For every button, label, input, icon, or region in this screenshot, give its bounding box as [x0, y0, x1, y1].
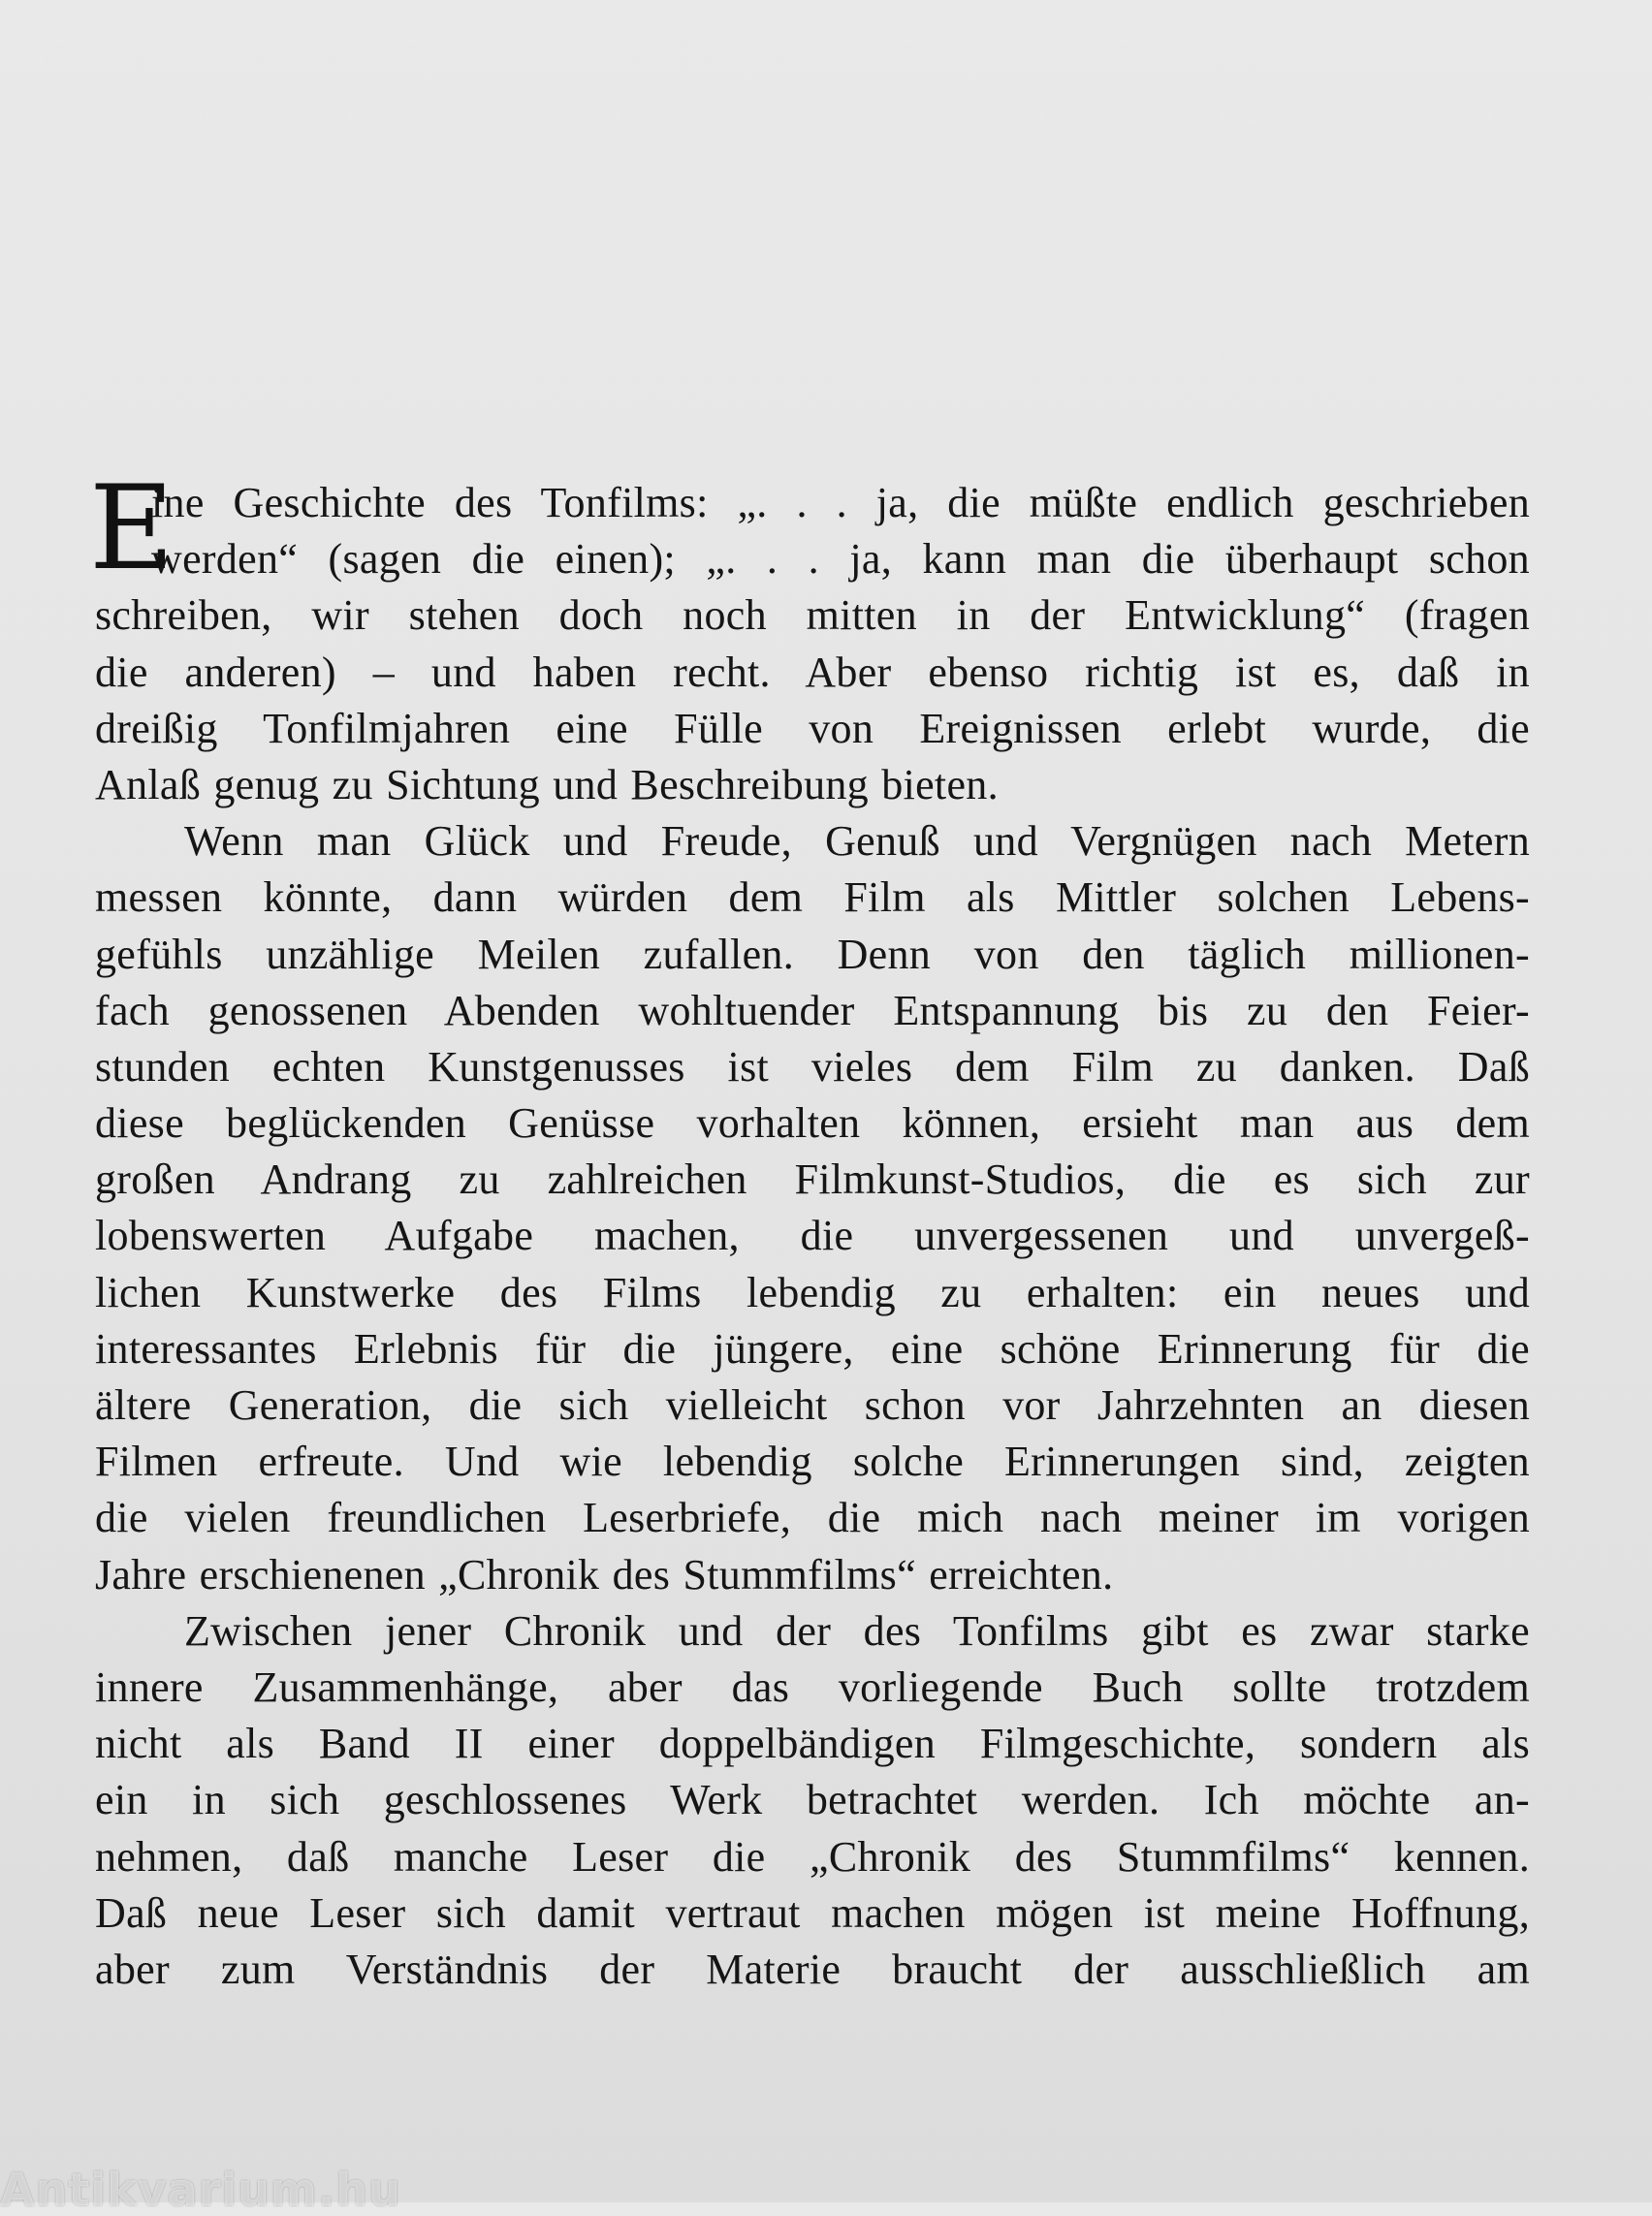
text-line — [95, 757, 1530, 813]
text-line — [95, 1547, 1530, 1603]
text-line — [95, 1660, 1530, 1716]
text-line — [95, 587, 1530, 644]
text-line-content: schreiben, wir stehen doch noch mitten in der Entwicklung“ (fragen — [95, 591, 1530, 640]
text-line — [95, 927, 1530, 983]
text-line — [95, 1603, 1530, 1660]
text-line — [95, 1829, 1530, 1885]
text-line — [95, 1942, 1530, 1998]
text-line — [95, 1490, 1530, 1546]
text-line — [95, 983, 1530, 1039]
text-line — [95, 645, 1530, 701]
text-line-content: Zwischen jener Chronik und der des Tonfilms gibt es zwar starke — [184, 1606, 1530, 1655]
text-line-content: ein in sich geschlossenes Werk betrachtet werden. Ich möchte an- — [95, 1776, 1530, 1824]
text-line-content: gefühls unzählige Meilen zufallen. Denn von den täglich millionen- — [95, 930, 1530, 978]
text-line-content: die vielen freundlichen Leserbriefe, die mich nach meiner im vorigen — [95, 1494, 1530, 1542]
text-line-content: nicht als Band II einer doppelbändigen Filmgeschichte, sondern als — [95, 1720, 1530, 1768]
text-line — [95, 870, 1530, 926]
text-line — [95, 1321, 1530, 1377]
text-line-content: ine Geschichte des Tonfilms: „. . . ja, die müßte endlich geschrieben — [151, 479, 1530, 526]
text-line — [95, 531, 1530, 587]
text-line-content: ältere Generation, die sich vielleicht schon vor Jahrzehnten an diesen — [95, 1381, 1530, 1429]
text-line-content: diese beglückenden Genüsse vorhalten können, ersieht man aus dem — [95, 1099, 1530, 1148]
text-line — [95, 1377, 1530, 1434]
text-line — [95, 1716, 1530, 1772]
text-line-content: aber zum Verständnis der Materie braucht der ausschließlich am — [95, 1945, 1530, 1993]
text-line-content: interessantes Erlebnis für die jüngere, eine schöne Erinnerung für die — [95, 1324, 1530, 1373]
text-line-content: fach genossenen Abenden wohltuender Entspannung bis zu den Feier- — [95, 986, 1530, 1034]
text-line-content: Jahre erschienenen „Chronik des Stummfilms“ erreichten. — [95, 1550, 1114, 1599]
text-line — [95, 1152, 1530, 1208]
text-line — [95, 701, 1530, 757]
text-line-content: Filmen erfreute. Und wie lebendig solche Erinnerungen sind, zeigten — [95, 1438, 1530, 1486]
body-text — [89, 461, 1530, 1998]
text-line-content: lobenswerten Aufgabe machen, die unvergessenen und unvergeß- — [95, 1212, 1530, 1260]
text-line-content: Wenn man Glück und Freude, Genuß und Vergnügen nach Metern — [184, 817, 1530, 866]
text-line-content: innere Zusammenhänge, aber das vorliegende Buch sollte trotzdem — [95, 1662, 1530, 1711]
text-line — [95, 1095, 1530, 1152]
text-line-content: nehmen, daß manche Leser die „Chronik des Stummfilms“ kennen. — [95, 1832, 1530, 1881]
text-line-content: Anlaß genug zu Sichtung und Beschreibung bieten. — [95, 760, 999, 808]
text-line-content: die anderen) – und haben recht. Aber ebenso richtig ist es, daß in — [95, 648, 1530, 696]
text-line — [95, 1208, 1530, 1264]
text-line — [95, 1265, 1530, 1321]
drop-cap: E — [89, 461, 175, 596]
text-line — [95, 1039, 1530, 1095]
watermark: Antikvarium.hu — [0, 2164, 401, 2216]
text-line-content: stunden echten Kunstgenusses ist vieles dem Film zu danken. Daß — [95, 1042, 1530, 1091]
text-line-content: messen könnte, dann würden dem Film als Mittler solchen Lebens- — [95, 873, 1530, 922]
text-line — [95, 1772, 1530, 1828]
text-line-content: Daß neue Leser sich damit vertraut machen mögen ist meine Hoffnung, — [95, 1888, 1530, 1937]
text-line-content: großen Andrang zu zahlreichen Filmkunst-Studios, die es sich zur — [95, 1155, 1530, 1204]
text-line — [95, 1434, 1530, 1490]
text-line — [95, 813, 1530, 870]
text-line-content: lichen Kunstwerke des Films lebendig zu erhalten: ein neues und — [95, 1268, 1530, 1316]
text-line-content: werden“ (sagen die einen); „. . . ja, kann man die überhaupt schon — [151, 535, 1530, 584]
text-line — [95, 1885, 1530, 1942]
text-line-content: dreißig Tonfilmjahren eine Fülle von Ereignissen erlebt wurde, die — [95, 704, 1530, 752]
